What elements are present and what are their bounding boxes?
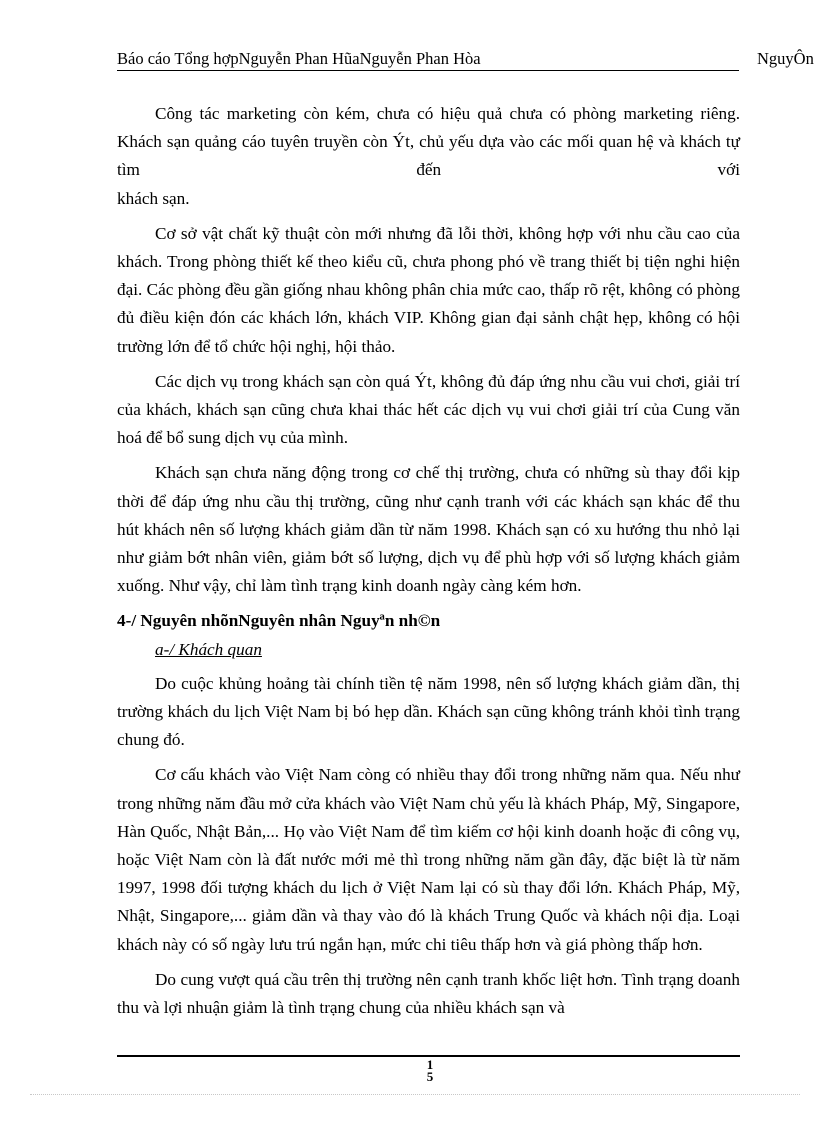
paragraph-market: Khách sạn chưa năng động trong cơ chế thị trường, chưa có những sù thay đổi kịp thời để đáp ứng nhu cầu thị trường, cũng như cạnh tranh với các khách sạn khác để thu hút khách nên số lượng khách giảm dần từ năm 1998. Khách sạn có xu hướng thu nhỏ lại như giảm bớt nhân viên, giảm bớt số lượng, dịch vụ để phù hợp với số lượng khách giảm xuống. Như vậy, chỉ làm tình trạng kinh doanh ngày càng kém hơn. xyxy=(117,463,740,596)
section-heading: 4-/ Nguyên nhõnNguyên nhân Nguyªn nh©n xyxy=(117,611,441,631)
paragraph-services: Các dịch vụ trong khách sạn còn quá Ýt, không đủ đáp ứng nhu cầu vui chơi, giải trí của khách, khách sạn cũng chưa khai thác hết các dịch vụ vui chơi giải trí của Cung văn hoá để bổ sung dịch vụ của mình. xyxy=(117,371,740,448)
paragraph-facilities: Cơ sở vật chất kỹ thuật còn mới nhưng đã lỗi thời, không hợp với nhu cầu cao của khách. Trong phòng thiết kế theo kiểu cũ, chưa phong phó về trang thiết bị tiện nghi hiện đại. Các phòng đều gần giống nhau không phân chia mức cao, thấp rõ rệt, không có phòng đủ điều kiện đón các khách lớn, khách VIP. Không gian đại sảnh chật hẹp, không có hội trường lớn để tổ chức hội nghị, hội thảo. xyxy=(117,223,740,356)
page-number xyxy=(410,1059,450,1083)
header-title: Báo cáo Tổng hợpNguyễn Phan HũaNguyễn Phan Hòa xyxy=(117,48,739,71)
page-number-digit: 5 xyxy=(426,1069,434,1084)
page-edge xyxy=(30,1094,800,1095)
page-number-digit: 1 xyxy=(426,1057,434,1072)
header-author: NguyÔn xyxy=(757,49,814,68)
paragraph-financial-crisis: Do cuộc khủng hoảng tài chính tiền tệ năm 1998, nên số lượng khách giảm dần, thị trường khách du lịch Việt Nam bị bó hẹp dần. Khách sạn cũng không tránh khỏi tình trạng chung đó. xyxy=(117,673,740,750)
paragraph-marketing-tail: khách sạn. xyxy=(117,188,190,208)
paragraph-marketing-lead: Công tác marketing còn kém, chưa có hiệu quả chưa có phòng marketing riêng. Khách sạn quảng cáo tuyên truyền còn Ýt, chủ yếu dựa vào các mối quan hệ và khách tự tìm đến với xyxy=(117,104,740,180)
document-body xyxy=(117,100,740,1029)
paragraph-guest-structure: Cơ cấu khách vào Việt Nam còng có nhiều thay đổi trong những năm qua. Nếu như trong những năm đầu mở cửa khách vào Việt Nam chủ yếu là khách Pháp, Mỹ, Singapore, Hàn Quốc, Nhật Bản,... Họ vào Việt Nam để tìm kiếm cơ hội kinh doanh hoặc đi công vụ, hoặc Việt Nam còn là đất nước mới mẻ thì trong những năm gần đây, đặc biệt là từ năm 1997, 1998 đối tượng khách du lịch ở Việt Nam lại có sù thay đổi lớn. Khách Pháp, Mỹ, Nhật, Singapore,... giảm dần và thay vào đó là khách Trung Quốc và khách nội địa. Loại khách này có số ngày lưu trú ngắn hạn, mức chi tiêu thấp hơn và giá phòng thấp hơn. xyxy=(117,765,740,954)
paragraph-competition: Do cung vượt quá cầu trên thị trường nên cạnh tranh khốc liệt hơn. Tình trạng doanh thu và lợi nhuận giảm là tình trạng chung của nhiều khách sạn và xyxy=(117,969,740,1018)
subsection-heading: a-/ Khách quan xyxy=(155,639,262,659)
